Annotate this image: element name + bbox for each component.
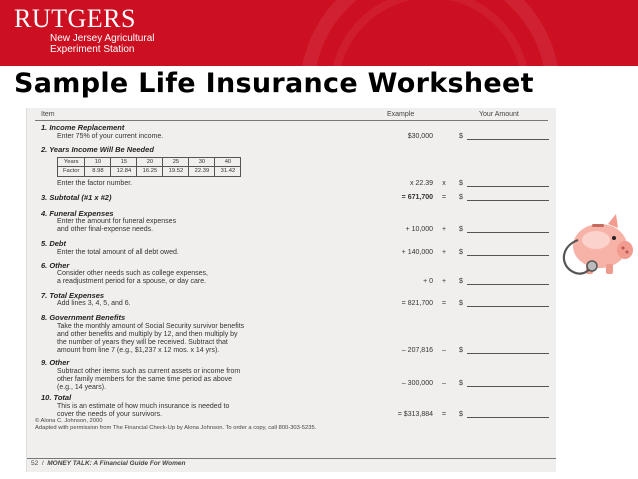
logo-subtitle-line2: Experiment Station [50,44,135,55]
book-title: MONEY TALK: A Financial Guide For Women [47,460,186,467]
years-cell: Years [58,158,85,167]
section-3-example: = 671,700 [401,194,433,201]
section-6-example: + 0 [423,278,433,285]
piggy-bank-icon [556,210,638,286]
years-cell: 10 [85,158,111,167]
section-8-operator: – [442,347,446,354]
section-8-desc-line1: Take the monthly amount of Social Security survivor benefits [57,323,245,330]
section-5-desc: Enter the total amount of all debt owed. [57,249,179,256]
years-cell: 20 [137,158,163,167]
section-3-title: 3. Subtotal (#1 x #2) [41,193,112,202]
factor-cell: 8.98 [85,167,111,176]
section-7-operator: = [441,300,447,307]
piggy-highlight [582,231,610,249]
section-1-title: 1. Income Replacement [41,123,125,132]
piggy-coin-slot [592,224,604,227]
section-10-blank [467,411,549,418]
section-6-blank [467,278,549,285]
years-cell: 25 [163,158,189,167]
section-4-desc-line1: Enter the amount for funeral expenses [57,218,177,225]
section-10-desc-line1: This is an estimate of how much insurance is needed to [57,403,230,410]
piggy-leg [606,264,613,274]
logo-subtitle-line1: New Jersey Agricultural [50,33,155,44]
section-5-title: 5. Debt [41,239,67,248]
section-5-example: + 140,000 [401,249,433,256]
section-9-operator: – [442,380,446,387]
section-2-title: 2. Years Income Will Be Needed [41,145,154,154]
page-number: 52 [31,460,39,467]
col-item-header: Item [41,111,55,118]
factor-operator: x [442,180,446,187]
section-3-dollar: $ [459,194,463,201]
section-8-blank [467,347,549,354]
section-5-operator: + [441,249,447,256]
section-4-desc-line2: and other final-expense needs. [57,226,154,233]
section-4-title: 4. Funeral Expenses [41,209,114,218]
years-cell: 30 [189,158,215,167]
section-6-title: 6. Other [41,261,70,270]
adapted-note: Adapted with permission from The Financial Check-Up by Alona Johnson. To order a copy, call 800-303-5235. [35,425,317,431]
section-8-desc-line2: and other benefits and multiply by 12, and then multiply by [57,331,238,338]
factor-cell: Factor [58,167,85,176]
piggy-eye [612,236,616,240]
section-9-desc-line3: (e.g., 14 years). [57,384,107,391]
section-7-dollar: $ [459,300,463,307]
col-your-amount-header: Your Amount [479,111,519,118]
section-6-dollar: $ [459,278,463,285]
section-9-dollar: $ [459,380,463,387]
section-9-desc-line1: Subtract other items such as current assets or income from [57,368,241,375]
slide-title: Sample Life Insurance Worksheet [14,68,534,99]
section-10-dollar: $ [459,411,463,418]
section-8-example: – 207,816 [401,347,433,354]
section-6-desc-line1: Consider other needs such as college expenses, [57,270,208,277]
section-3-operator: = [441,194,447,201]
section-9-title: 9. Other [41,358,70,367]
section-3-blank [467,194,549,201]
section-6-desc-line2: a readjustment period for a spouse, or day care. [57,278,207,285]
section-1-dollar: $ [459,133,463,140]
section-4-dollar: $ [459,226,463,233]
section-4-operator: + [441,226,447,233]
section-5-dollar: $ [459,249,463,256]
col-example-header: Example [387,111,415,118]
section-9-blank [467,380,549,387]
years-cell: 15 [111,158,137,167]
section-8-dollar: $ [459,347,463,354]
copyright-note: © Alona C. Johnson, 2000 [35,418,103,424]
factor-cell: 19.52 [163,167,189,176]
section-5-blank [467,249,549,256]
section-8-title: 8. Government Benefits [41,313,126,322]
section-10-desc-line2: cover the needs of your survivors. [57,411,163,418]
factor-dollar: $ [459,180,463,187]
piggy-nostril [622,247,625,250]
section-10-title: 10. Total [41,393,72,402]
section-4-example: + 10,000 [405,226,433,233]
section-1-example: $30,000 [407,133,433,140]
section-7-blank [467,300,549,307]
footer-rule [27,458,556,459]
factor-cell: 31.42 [215,167,241,176]
section-8-desc-line3: the number of years they will be received. Subtract that [57,339,228,346]
section-6-operator: + [441,278,447,285]
section-1-blank [467,133,549,140]
factor-example: x 22.39 [410,180,433,187]
years-row [58,158,241,167]
years-factor-table [57,157,241,177]
section-9-desc-line2: other family members for the same time period as above [57,376,233,383]
section-7-desc: Add lines 3, 4, 5, and 6. [57,300,131,307]
page-footer: 52 / MONEY TALK: A Financial Guide For Women [31,460,186,467]
section-10-example: = $313,884 [397,411,433,418]
section-7-title: 7. Total Expenses [41,291,105,300]
section-1-desc: Enter 75% of your current income. [57,133,164,140]
worksheet-scan [26,108,556,472]
years-cell: 40 [215,158,241,167]
factor-desc: Enter the factor number. [57,180,133,187]
section-10-operator: = [441,411,447,418]
factor-cell: 16.25 [137,167,163,176]
rutgers-logo: RUTGERS [14,4,136,33]
piggy-nostril [626,251,629,254]
stethoscope-chestpiece [587,261,597,271]
section-9-example: – 300,000 [401,380,433,387]
factor-blank [467,180,549,187]
header-rule [35,120,548,121]
piggy-snout [617,241,633,259]
factor-cell: 22.39 [189,167,215,176]
factor-row [58,167,241,176]
section-7-example: = 821,700 [401,300,433,307]
header-banner [0,0,638,66]
section-8-desc-line4: amount from line 7 (e.g., $1,237 x 12 mos. x 14 yrs). [57,347,220,354]
section-4-blank [467,226,549,233]
factor-cell: 12.84 [111,167,137,176]
